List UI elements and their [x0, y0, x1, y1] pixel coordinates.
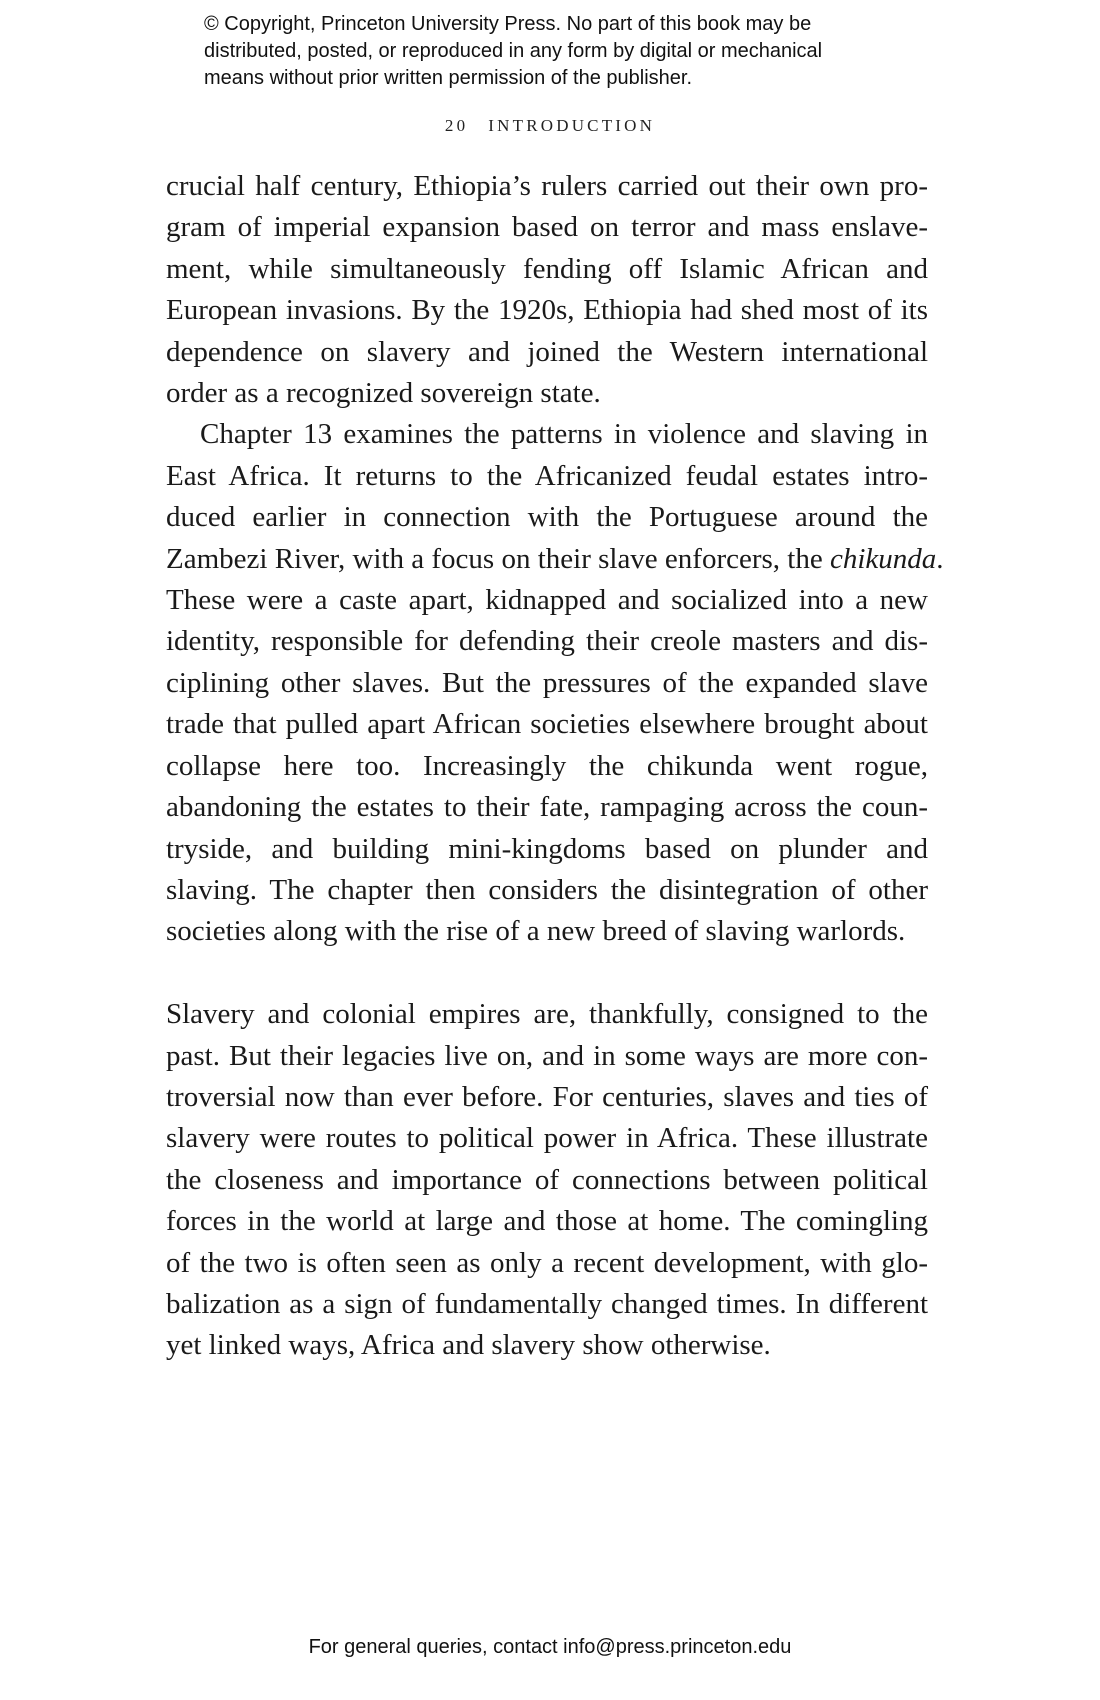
paragraph	[166, 166, 928, 414]
page-number: 20	[444, 116, 469, 135]
italic-term-punctuation: .	[936, 542, 944, 575]
text-line: slaving. The chapter then considers the disintegration of other	[166, 873, 928, 906]
text-line: East Africa. It returns to the Africanized feudal estates intro-	[166, 459, 928, 492]
text-line: ciplining other slaves. But the pressures of the expanded slave	[166, 666, 928, 699]
footer-text: For general queries, contact info@press.princeton.edu	[308, 1636, 792, 1658]
text-line: duced earlier in connection with the Portuguese around the	[166, 501, 928, 534]
text-line: the closeness and importance of connections between political	[166, 1163, 928, 1196]
text-line-segment: Zambezi River, with a focus on their slave enforcers, the	[166, 542, 830, 575]
body-text	[166, 166, 944, 1367]
text-line: past. But their legacies live on, and in some ways are more con-	[166, 1039, 928, 1072]
text-line: abandoning the estates to their fate, rampaging across the coun-	[166, 791, 928, 824]
copyright-notice	[204, 11, 924, 92]
copyright-line: © Copyright, Princeton University Press. No part of this book may be	[204, 13, 812, 35]
text-line: of the two is often seen as only a recent development, with glo-	[166, 1246, 928, 1279]
text-line: trade that pulled apart African societies elsewhere brought about	[166, 708, 928, 741]
text-line: These were a caste apart, kidnapped and socialized into a new	[166, 584, 928, 617]
text-line: identity, responsible for defending their creole masters and dis-	[166, 625, 928, 658]
text-line: collapse here too. Increasingly the chikunda went rogue,	[166, 749, 928, 782]
text-line: ment, while simultaneously fending off Islamic African and	[166, 252, 928, 285]
text-line: Slavery and colonial empires are, thankfully, consigned to the	[166, 998, 928, 1031]
text-line: yet linked ways, Africa and slavery show otherwise.	[166, 1329, 771, 1362]
copyright-line: distributed, posted, or reproduced in any form by digital or mechanical	[204, 40, 823, 62]
text-line: forces in the world at large and those at home. The comingling	[166, 1205, 928, 1238]
paragraph	[166, 994, 928, 1367]
text-line: order as a recognized sovereign state.	[166, 377, 601, 410]
italic-term: chikunda	[829, 542, 937, 575]
footer-contact	[0, 1636, 1100, 1659]
text-line: troversial now than ever before. For centuries, slaves and ties of	[166, 1080, 928, 1113]
text-line: balization as a sign of fundamentally changed times. In different	[166, 1287, 928, 1320]
text-line: gram of imperial expansion based on terror and mass enslave-	[166, 211, 928, 244]
text-line: Chapter 13 examines the patterns in violence and slaving in	[200, 418, 928, 451]
text-line: crucial half century, Ethiopia’s rulers carried out their own pro-	[166, 170, 928, 202]
text-line: European invasions. By the 1920s, Ethiopia had shed most of its	[166, 294, 928, 327]
text-line-with-italic	[166, 539, 944, 580]
running-head	[0, 116, 1100, 136]
section-title: INTRODUCTION	[488, 116, 656, 135]
text-line: slavery were routes to political power in Africa. These illustrate	[166, 1122, 928, 1155]
text-line: societies along with the rise of a new breed of slaving warlords.	[166, 915, 906, 948]
text-line: tryside, and building mini-kingdoms based on plunder and	[166, 832, 928, 865]
text-line: dependence on slavery and joined the Western international	[166, 335, 928, 368]
copyright-line: means without prior written permission of the publisher.	[204, 67, 693, 89]
paragraph	[166, 414, 944, 952]
